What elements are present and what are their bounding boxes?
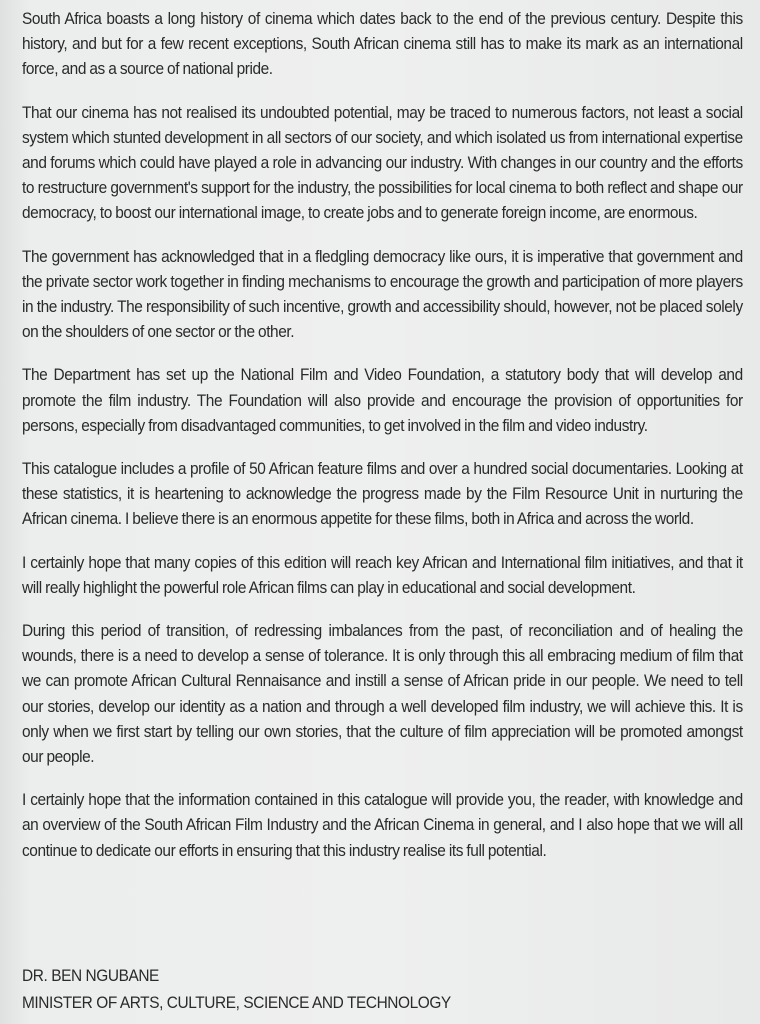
paragraph-closing: I certainly hope that the information contained in this catalogue will provide you, the reader, with knowledge and an overview of the South African Film Industry and the African Cinema in general, and I also hope that we will all continue to dedicate our efforts in ensuring that this industry realise its full potential. [22, 790, 743, 860]
paragraph-edition-hope: I certainly hope that many copies of this edition will reach key African and International film initiatives, and that it will really highlight the powerful role African films can play in educational and social development. [22, 552, 743, 597]
paragraph-catalogue-profile: This catalogue includes a profile of 50 African feature films and over a hundred social documentaries. Looking at these statistics, it is heartening to acknowledge the progress made by the Film Resource Unit in nurturing the African cinema. I believe there is an enormous appetite for these films, both in Africa and across the world. [22, 459, 743, 529]
paragraph-film-foundation: The Department has set up the National Film and Video Foundation, a statutory body that will develop and promote the film industry. The Foundation will also provide and encourage the provision of opportunities for persons, especially from disadvantaged communities, to get involved in the film and video industry. [22, 365, 743, 435]
paragraph-cinema-history: South Africa boasts a long history of cinema which dates back to the end of the previous century. Despite this history, and but for a few recent exceptions, South African cinema still has to make its mark as an international force, and as a source of national pride. [22, 9, 743, 79]
signature-block [22, 962, 451, 1016]
signatory-title: MINISTER OF ARTS, CULTURE, SCIENCE AND TECHNOLOGY [22, 993, 451, 1012]
paragraph-transition: During this period of transition, of redressing imbalances from the past, of reconciliation and of healing the wounds, there is a need to develop a sense of tolerance. It is only through this all embracing medium of film that we can promote African Cultural Rennaisance and instill a sense of African pride in our people. We need to tell our stories, develop our identity as a nation and through a well developed film industry, we will achieve this. It is only when we first start by telling our own stories, that the culture of film appreciation will be promoted amongst our people. [22, 621, 743, 767]
signatory-name: DR. BEN NGUBANE [22, 966, 159, 985]
paragraph-government-acknowledgement: The government has acknowledged that in a fledgling democracy like ours, it is imperative that government and the private sector work together in finding mechanisms to encourage the growth and participation of more players in the industry. The responsibility of such incentive, growth and accessibility should, however, not be placed solely on the shoulders of one sector or the other. [22, 246, 743, 342]
paragraph-cinema-potential: That our cinema has not realised its undoubted potential, may be traced to numerous factors, not least a social system which stunted development in all sectors of our society, and which isolated us from international expertise and forums which could have played a role in advancing our industry. With changes in our country and the efforts to restructure government's support for the industry, the possibilities for local cinema to both reflect and shape our democracy, to boost our international image, to create jobs and to generate foreign income, are enormous. [22, 102, 743, 223]
